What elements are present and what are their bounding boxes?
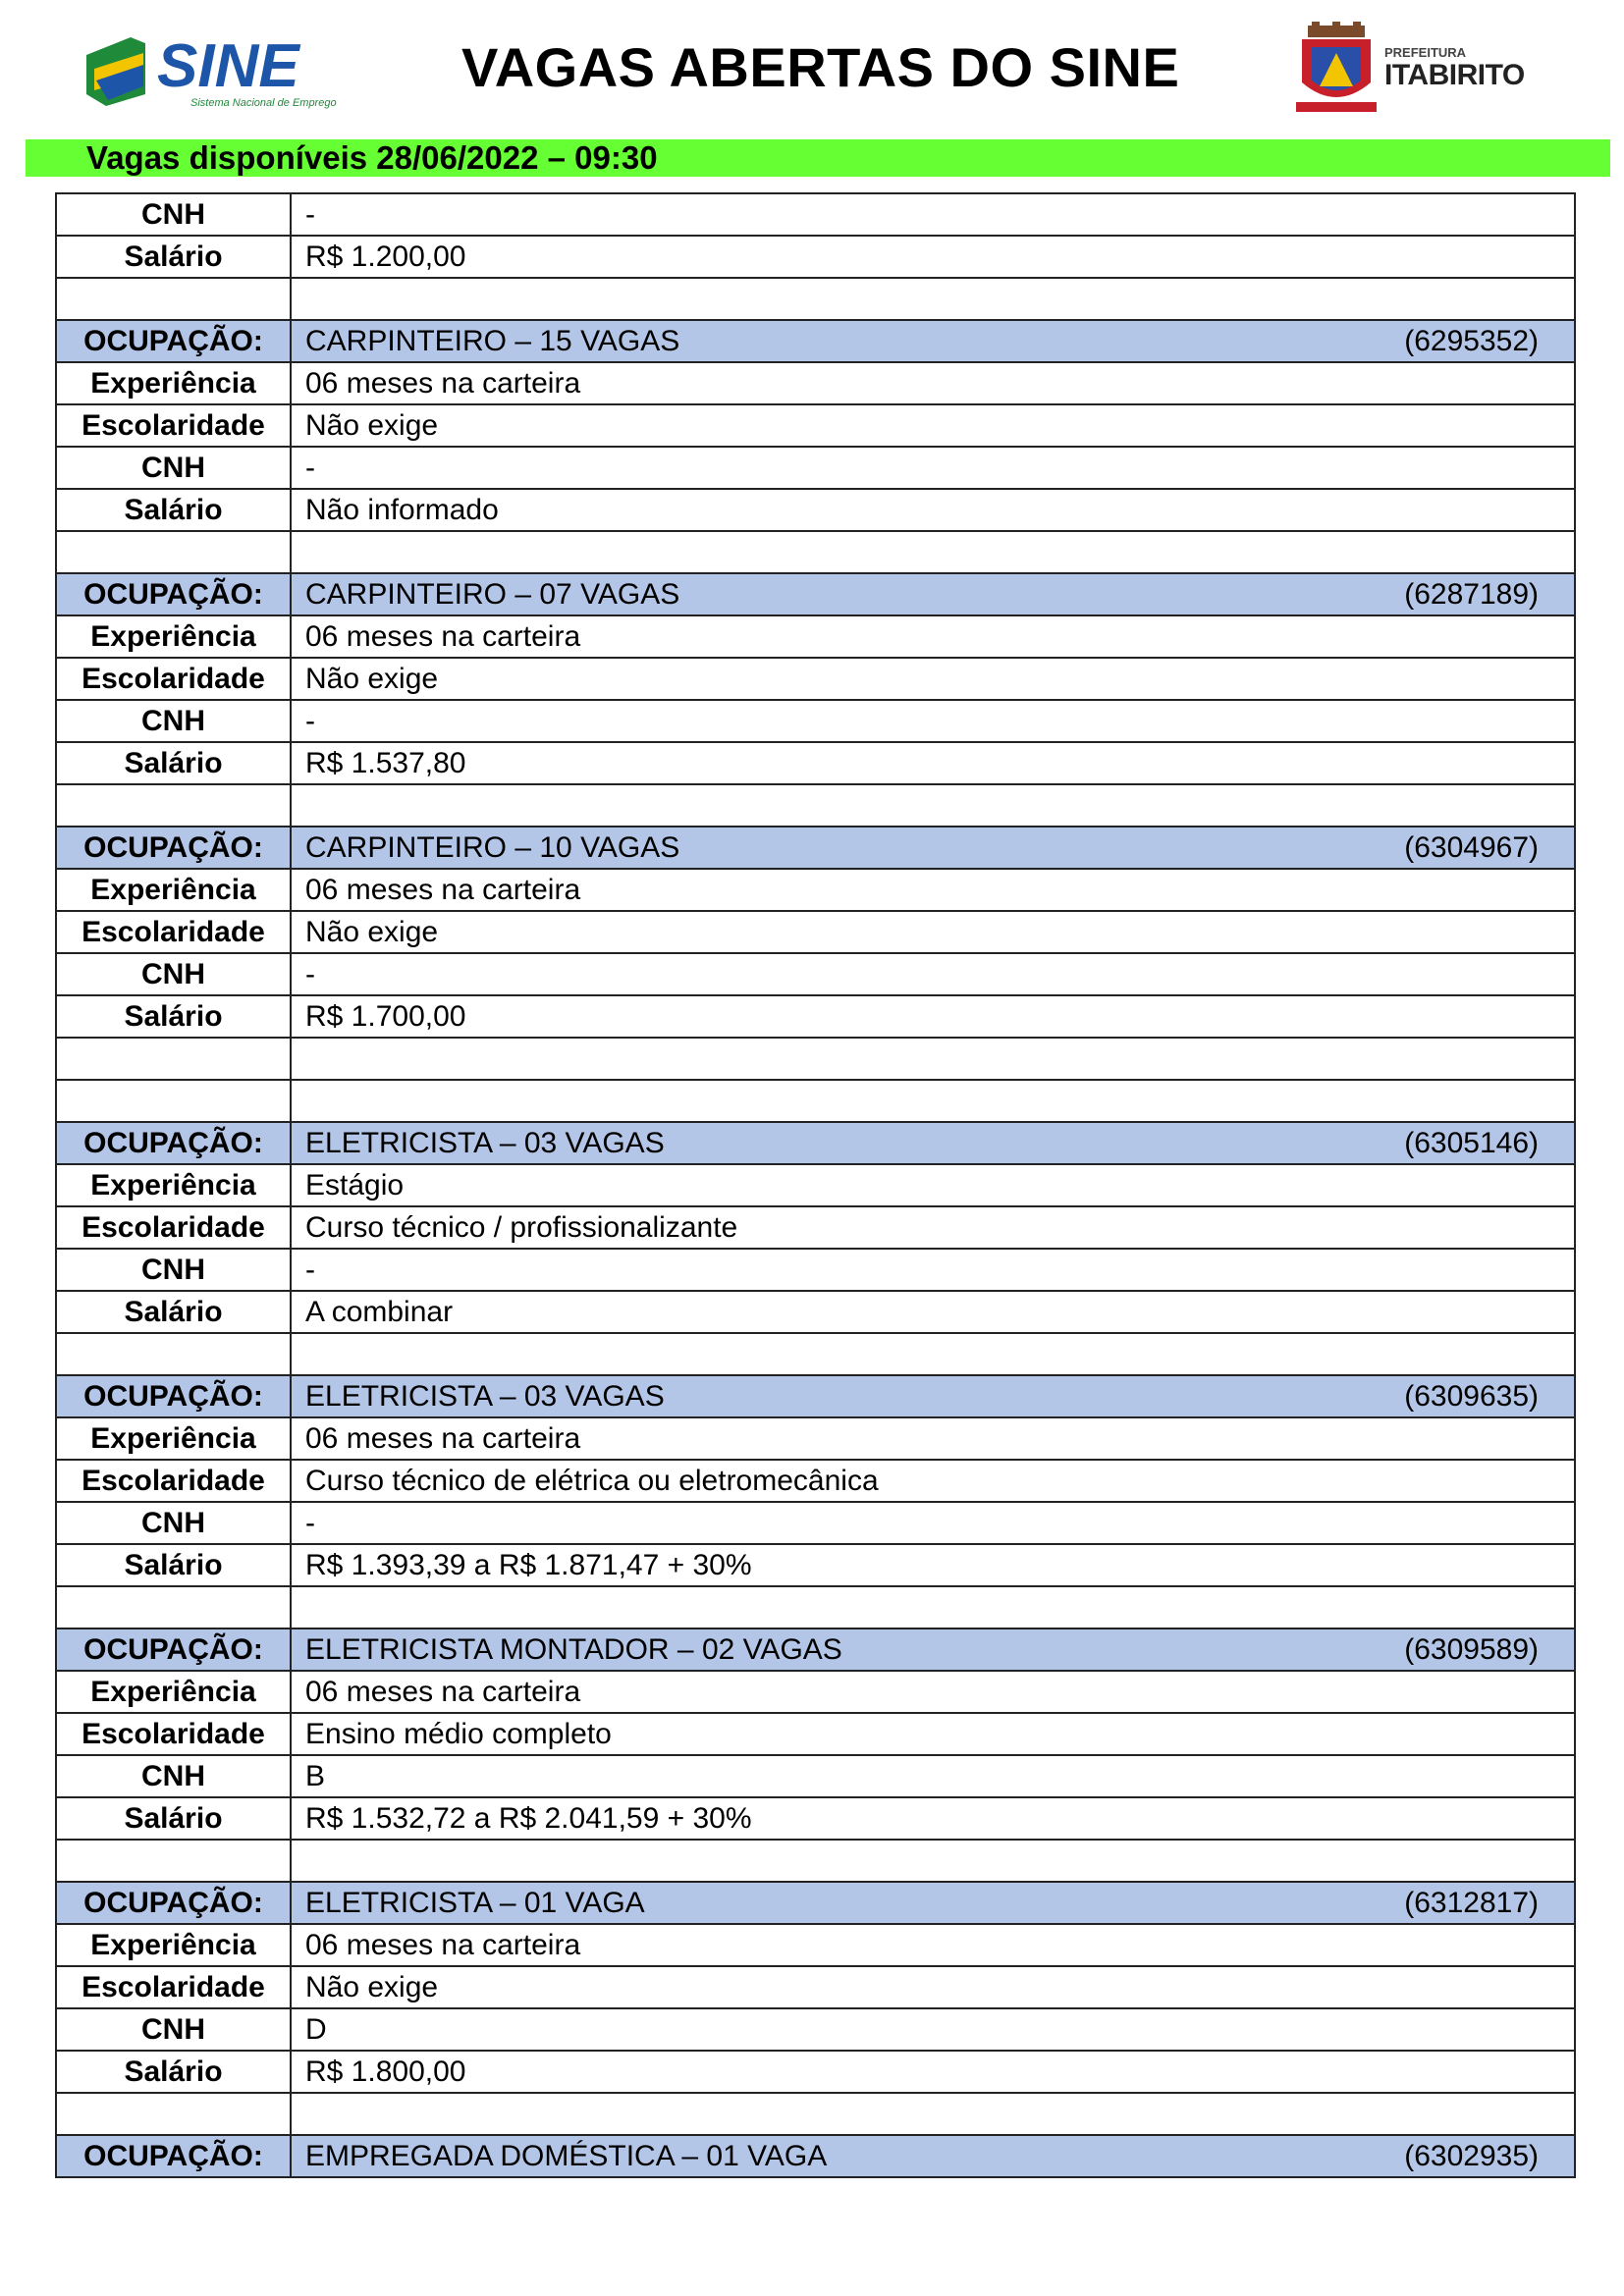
table-row	[56, 995, 1575, 1038]
cnh-label: CNH	[56, 1755, 291, 1797]
education-label: Escolaridade	[56, 1460, 291, 1502]
occupation-cell	[291, 1375, 1575, 1417]
occupation-label: OCUPAÇÃO:	[56, 1375, 291, 1417]
prefeitura-label: PREFEITURA	[1384, 45, 1467, 60]
occupation-title: CARPINTEIRO – 10 VAGAS	[305, 830, 680, 864]
experience-label: Experiência	[56, 1671, 291, 1713]
cnh-value: D	[291, 2008, 1575, 2051]
salary-label: Salário	[56, 236, 291, 278]
cnh-value: -	[291, 953, 1575, 995]
blank-row	[56, 1333, 1575, 1375]
table-row	[56, 193, 1575, 236]
occupation-cell	[291, 573, 1575, 615]
occupation-code: (6309635)	[1404, 1379, 1539, 1413]
occupation-title: ELETRICISTA – 03 VAGAS	[305, 1379, 665, 1413]
table-row	[56, 447, 1575, 489]
page-header	[0, 0, 1624, 137]
occupation-title: ELETRICISTA MONTADOR – 02 VAGAS	[305, 1632, 842, 1666]
salary-label: Salário	[56, 1291, 291, 1333]
occupation-code: (6309589)	[1404, 1632, 1539, 1666]
salary-value: R$ 1.537,80	[291, 742, 1575, 784]
occupation-row	[56, 320, 1575, 362]
cnh-label: CNH	[56, 2008, 291, 2051]
occupation-cell	[291, 1629, 1575, 1671]
blank-row	[56, 1586, 1575, 1629]
experience-value: 06 meses na carteira	[291, 1417, 1575, 1460]
table-row	[56, 1671, 1575, 1713]
experience-label: Experiência	[56, 1164, 291, 1206]
occupation-label: OCUPAÇÃO:	[56, 1122, 291, 1164]
experience-label: Experiência	[56, 1417, 291, 1460]
occupation-label: OCUPAÇÃO:	[56, 1629, 291, 1671]
table-row	[56, 1966, 1575, 2008]
table-row	[56, 953, 1575, 995]
salary-value: R$ 1.532,72 a R$ 2.041,59 + 30%	[291, 1797, 1575, 1840]
salary-value: A combinar	[291, 1291, 1575, 1333]
occupation-code: (6302935)	[1404, 2139, 1539, 2172]
experience-label: Experiência	[56, 1924, 291, 1966]
blank-row	[56, 1038, 1575, 1080]
table-row	[56, 489, 1575, 531]
education-label: Escolaridade	[56, 404, 291, 447]
table-row	[56, 1164, 1575, 1206]
blank-row	[56, 2093, 1575, 2135]
occupation-row	[56, 1122, 1575, 1164]
occupation-title: CARPINTEIRO – 07 VAGAS	[305, 577, 680, 611]
education-value: Ensino médio completo	[291, 1713, 1575, 1755]
cnh-value: -	[291, 700, 1575, 742]
occupation-title: CARPINTEIRO – 15 VAGAS	[305, 324, 680, 357]
table-row	[56, 742, 1575, 784]
occupation-row	[56, 1882, 1575, 1924]
table-row	[56, 1206, 1575, 1249]
salary-label: Salário	[56, 2051, 291, 2093]
salary-value: R$ 1.393,39 a R$ 1.871,47 + 30%	[291, 1544, 1575, 1586]
occupation-code: (6304967)	[1404, 830, 1539, 864]
education-label: Escolaridade	[56, 1206, 291, 1249]
experience-value: 06 meses na carteira	[291, 362, 1575, 404]
cnh-label: CNH	[56, 447, 291, 489]
occupation-label: OCUPAÇÃO:	[56, 320, 291, 362]
availability-banner	[26, 139, 1610, 177]
salary-label: Salário	[56, 742, 291, 784]
cnh-label: CNH	[56, 1502, 291, 1544]
sine-logo-subtitle: Sistema Nacional de Emprego	[190, 97, 337, 109]
education-value: Não exige	[291, 404, 1575, 447]
occupation-row	[56, 1629, 1575, 1671]
occupation-label: OCUPAÇÃO:	[56, 827, 291, 869]
table-row	[56, 1249, 1575, 1291]
salary-value: R$ 1.800,00	[291, 2051, 1575, 2093]
occupation-title: ELETRICISTA – 03 VAGAS	[305, 1126, 665, 1159]
cnh-value: B	[291, 1755, 1575, 1797]
blank-row	[56, 531, 1575, 573]
occupation-cell	[291, 827, 1575, 869]
education-label: Escolaridade	[56, 1966, 291, 2008]
education-value: Não exige	[291, 1966, 1575, 2008]
table-row	[56, 615, 1575, 658]
occupation-cell	[291, 320, 1575, 362]
salary-label: Salário	[56, 995, 291, 1038]
table-row	[56, 2008, 1575, 2051]
sine-logo-text: SINE	[157, 32, 299, 100]
job-listings-table	[55, 192, 1576, 2178]
occupation-cell	[291, 1882, 1575, 1924]
table-row	[56, 1291, 1575, 1333]
experience-value: Estágio	[291, 1164, 1575, 1206]
cnh-value: -	[291, 1249, 1575, 1291]
blank-row	[56, 1080, 1575, 1122]
occupation-row	[56, 2135, 1575, 2177]
table-row	[56, 404, 1575, 447]
table-row	[56, 869, 1575, 911]
occupation-cell	[291, 1122, 1575, 1164]
education-value: Não exige	[291, 658, 1575, 700]
occupation-label: OCUPAÇÃO:	[56, 2135, 291, 2177]
experience-label: Experiência	[56, 869, 291, 911]
table-row	[56, 1544, 1575, 1586]
table-row	[56, 700, 1575, 742]
table-row	[56, 1460, 1575, 1502]
table-row	[56, 1924, 1575, 1966]
prefeitura-name: ITABIRITO	[1384, 59, 1525, 91]
experience-value: 06 meses na carteira	[291, 1671, 1575, 1713]
blank-row	[56, 1840, 1575, 1882]
table-row	[56, 2051, 1575, 2093]
experience-value: 06 meses na carteira	[291, 869, 1575, 911]
occupation-code: (6305146)	[1404, 1126, 1539, 1159]
salary-label: Salário	[56, 1544, 291, 1586]
availability-date: Vagas disponíveis 28/06/2022 – 09:30	[86, 139, 658, 176]
occupation-row	[56, 573, 1575, 615]
experience-value: 06 meses na carteira	[291, 1924, 1575, 1966]
cnh-value: -	[291, 193, 1575, 236]
table-row	[56, 1417, 1575, 1460]
jobs-body	[56, 320, 1575, 2177]
education-value: Não exige	[291, 911, 1575, 953]
education-label: Escolaridade	[56, 1713, 291, 1755]
coat-of-arms-icon	[1294, 22, 1379, 116]
table-row	[56, 658, 1575, 700]
education-label: Escolaridade	[56, 911, 291, 953]
occupation-title: EMPREGADA DOMÉSTICA – 01 VAGA	[305, 2139, 828, 2172]
experience-label: Experiência	[56, 615, 291, 658]
cnh-label: CNH	[56, 953, 291, 995]
table-row	[56, 236, 1575, 278]
table-row	[56, 1797, 1575, 1840]
occupation-title: ELETRICISTA – 01 VAGA	[305, 1886, 645, 1919]
salary-label: Salário	[56, 489, 291, 531]
blank-row	[56, 278, 1575, 320]
experience-label: Experiência	[56, 362, 291, 404]
occupation-label: OCUPAÇÃO:	[56, 1882, 291, 1924]
salary-value: Não informado	[291, 489, 1575, 531]
document-title: VAGAS ABERTAS DO SINE	[461, 36, 1180, 98]
table-row	[56, 1713, 1575, 1755]
blank-row	[56, 784, 1575, 827]
salary-value: R$ 1.700,00	[291, 995, 1575, 1038]
occupation-code: (6287189)	[1404, 577, 1539, 611]
education-label: Escolaridade	[56, 658, 291, 700]
occupation-row	[56, 1375, 1575, 1417]
occupation-row	[56, 827, 1575, 869]
table-row	[56, 911, 1575, 953]
cnh-value: -	[291, 1502, 1575, 1544]
salary-label: Salário	[56, 1797, 291, 1840]
sine-logo	[86, 26, 361, 114]
salary-value: R$ 1.200,00	[291, 236, 1575, 278]
education-value: Curso técnico / profissionalizante	[291, 1206, 1575, 1249]
occupation-code: (6295352)	[1404, 324, 1539, 357]
prefeitura-logo	[1294, 22, 1540, 116]
table-row	[56, 1502, 1575, 1544]
table-row	[56, 1755, 1575, 1797]
education-value: Curso técnico de elétrica ou eletromecânica	[291, 1460, 1575, 1502]
cnh-label: CNH	[56, 1249, 291, 1291]
cnh-label: CNH	[56, 700, 291, 742]
experience-value: 06 meses na carteira	[291, 615, 1575, 658]
occupation-code: (6312817)	[1404, 1886, 1539, 1919]
table-row	[56, 362, 1575, 404]
cnh-label: CNH	[56, 193, 291, 236]
occupation-cell	[291, 2135, 1575, 2177]
cnh-value: -	[291, 447, 1575, 489]
occupation-label: OCUPAÇÃO:	[56, 573, 291, 615]
